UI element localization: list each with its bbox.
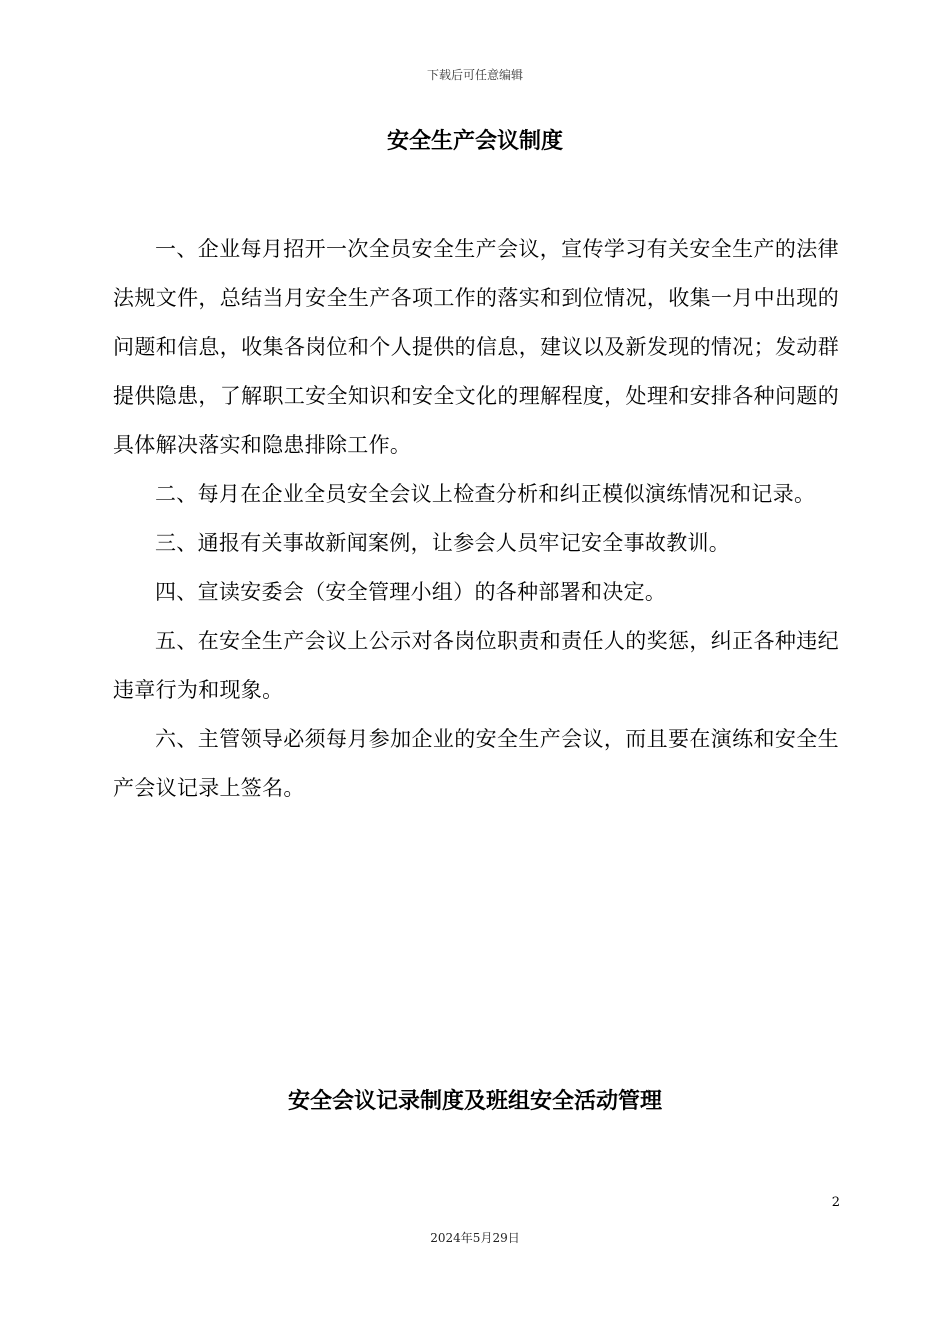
paragraph-6: 六、主管领导必须每月参加企业的安全生产会议，而且要在演练和安全生产会议记录上签名。 (113, 727, 839, 800)
paragraph-5: 五、在安全生产会议上公示对各岗位职责和责任人的奖惩，纠正各种违纪违章行为和现象。 (113, 629, 839, 702)
paragraph-4: 四、宣读安委会（安全管理小组）的各种部署和决定。 (155, 580, 667, 604)
paragraph-1: 一、企业每月招开一次全员安全生产会议，宣传学习有关安全生产的法律法规文件，总结当月安全生产各项工作的落实和到位情况，收集一月中出现的问题和信息，收集各岗位和个人提供的信息，建议以及新发现的情况；发动群提供隐患，了解职工安全知识和安全文化的理解程度，处理和安排各种问题的具体解决落实和隐患排除工作。 (113, 237, 839, 457)
page-number: 2 (831, 1195, 840, 1210)
paragraph-3: 三、通报有关事故新闻案例，让参会人员牢记安全事故教训。 (155, 531, 731, 555)
document-body (113, 225, 839, 813)
section-title: 安全会议记录制度及班组安全活动管理 (287, 1089, 662, 1114)
footer-date: 2024年5月29日 (430, 1231, 520, 1245)
header-note: 下载后可任意编辑 (426, 68, 523, 82)
paragraph-2: 二、每月在企业全员安全会议上检查分析和纠正模似演练情况和记录。 (155, 482, 816, 506)
document-title: 安全生产会议制度 (386, 129, 563, 154)
